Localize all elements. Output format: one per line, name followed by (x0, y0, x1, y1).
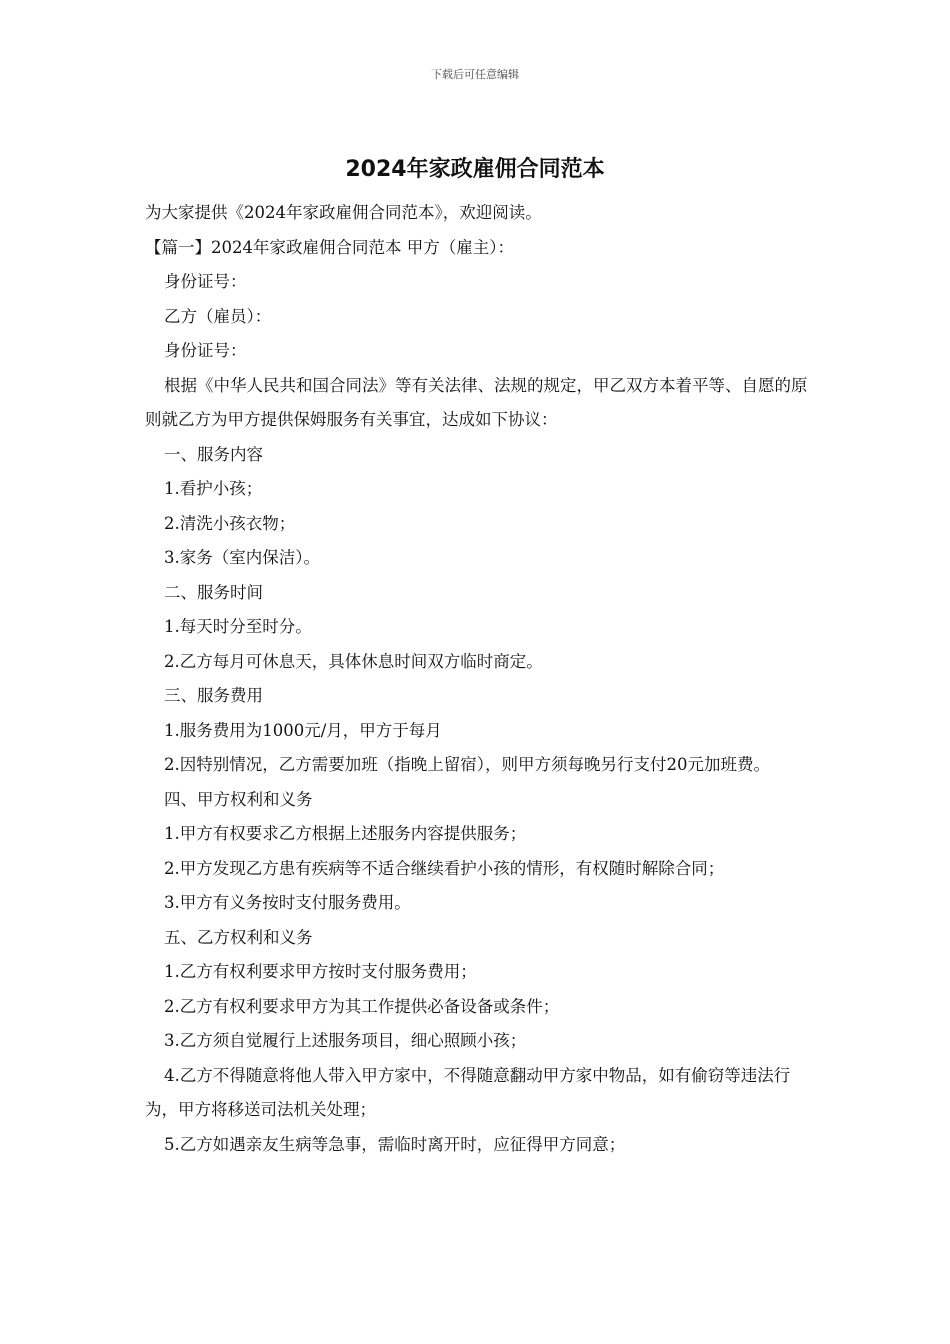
list-item: 2.甲方发现乙方患有疾病等不适合继续看护小孩的情形，有权随时解除合同； (164, 858, 725, 878)
document-body (145, 196, 811, 1162)
section-heading-employer-rights: 四、甲方权利和义务 (164, 789, 313, 809)
section-heading-service-content: 一、服务内容 (164, 444, 263, 464)
document-title: 2024年家政雇佣合同范本 (345, 157, 605, 182)
section-heading-employee-rights: 五、乙方权利和义务 (164, 927, 313, 947)
list-item: 5.乙方如遇亲友生病等急事，需临时离开时，应征得甲方同意； (164, 1134, 626, 1154)
list-item: 3.甲方有义务按时支付服务费用。 (164, 893, 411, 912)
list-item: 3.乙方须自觉履行上述服务项目，细心照顾小孩； (164, 1031, 527, 1050)
list-item: 1.甲方有权要求乙方根据上述服务内容提供服务； (164, 824, 527, 843)
section-heading-service-fee: 三、服务费用 (164, 686, 263, 705)
list-item: 2.因特别情况，乙方需要加班（指晚上留宿），则甲方须每晚另行支付20元加班费。 (164, 755, 770, 774)
list-item: 1.看护小孩； (164, 479, 263, 498)
list-item: 1.服务费用为1000元/月，甲方于每月 (164, 720, 442, 740)
list-item: 2.乙方有权利要求甲方为其工作提供必备设备或条件； (164, 996, 560, 1016)
header-note: 下载后可任意编辑 (431, 68, 519, 81)
field-employer-id: 身份证号： (164, 272, 247, 291)
intro-paragraph: 为大家提供《2024年家政雇佣合同范本》，欢迎阅读。 (145, 203, 542, 222)
field-employee: 乙方（雇员）： (164, 306, 272, 326)
list-item: 2.乙方每月可休息天，具体休息时间双方临时商定。 (164, 651, 543, 671)
section-heading-part-one: 【篇一】2024年家政雇佣合同范本 甲方（雇主）： (145, 237, 514, 257)
field-employee-id: 身份证号： (164, 341, 247, 360)
list-item: 2.清洗小孩衣物； (164, 513, 296, 533)
list-item: 3.家务（室内保洁）。 (164, 548, 320, 567)
list-item: 1.乙方有权利要求甲方按时支付服务费用； (164, 962, 477, 981)
list-item: 1.每天时分至时分。 (164, 617, 312, 636)
list-item: 4.乙方不得随意将他人带入甲方家中，不得随意翻动甲方家中物品，如有偷窃等违法行为，甲方将移送司法机关处理； (145, 1065, 791, 1119)
section-heading-service-time: 二、服务时间 (164, 582, 263, 602)
preamble-paragraph: 根据《中华人民共和国合同法》等有关法律、法规的规定，甲乙双方本着平等、自愿的原则就乙方为甲方提供保姆服务有关事宜，达成如下协议： (145, 375, 808, 429)
